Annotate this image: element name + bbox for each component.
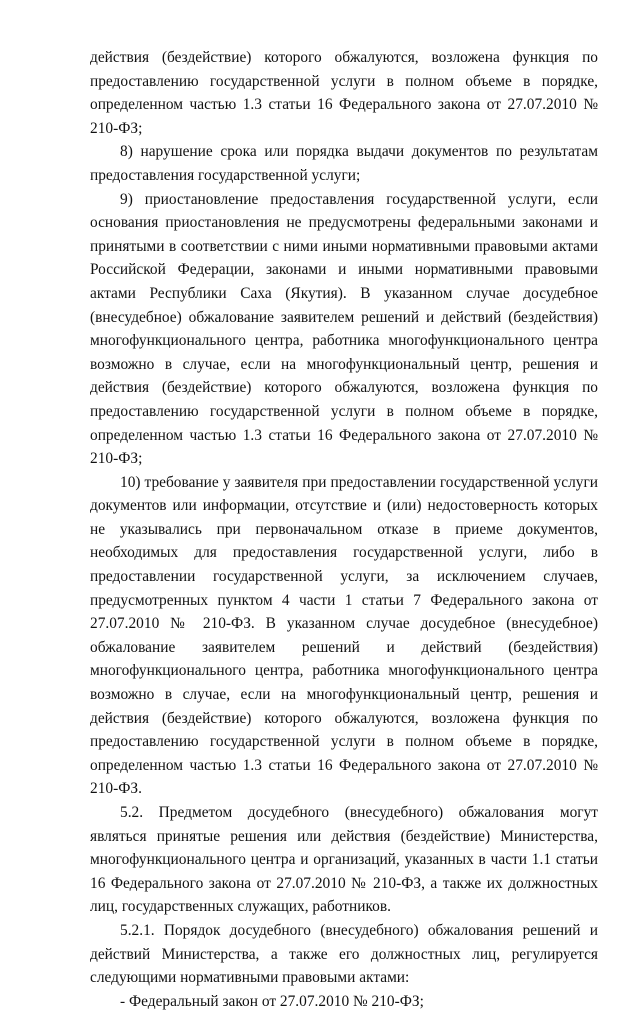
paragraph-item-10: 10) требование у заявителя при предоставлении государственной услуги документов или информации, отсутствие и (или) недостоверность которых не указывались при первоначальном отказе в приеме документов, необходимых для предоставления государственной услуги, либо в предоставлении государственной услуги, за исключением случаев, предусмотренных пунктом 4 части 1 статьи 7 Федерального закона от 27.07.2010 № 210-ФЗ. В указанном случае досудебное (внесудебное) обжалование заявителем решений и действий (бездействия) многофункционального центра, работника многофункционального центра возможно в случае, если на многофункциональный центр, решения и действия (бездействие) которого обжалуются, возложена функция по предоставлению государственной услуги в полном объеме в порядке, определенном частью 1.3 статьи 16 Федерального закона от 27.07.2010 № 210-ФЗ. xyxy=(90,473,598,798)
paragraph-section-5-2: 5.2. Предметом досудебного (внесудебного) обжалования могут являться принятые решения или действия (бездействие) Министерства, многофункционального центра и организаций, указанных в части 1.1 статьи 16 Федерального закона от 27.07.2010 № 210-ФЗ, а также их должностных лиц, государственных служащих, работников. xyxy=(90,804,598,916)
paragraph-continuation: действия (бездействие) которого обжалуются, возложена функция по предоставлению государственной услуги в полном объеме в порядке, определенном частью 1.3 статьи 16 Федерального закона от 27.07.2010 № 210-ФЗ; xyxy=(90,49,598,137)
paragraph-law-list-item: - Федеральный закон от 27.07.2010 № 210-ФЗ; xyxy=(120,992,424,1010)
paragraph-item-9: 9) приостановление предоставления государственной услуги, если основания приостановления не предусмотрены федеральными законами и принятыми в соответствии с ними иными нормативными правовыми актами Российской Федерации, законами и иными нормативными правовыми актами Республики Саха (Якутия). В указанном случае досудебное (внесудебное) обжалование заявителем решений и действий (бездействия) многофункционального центра, работника многофункционального центра возможно в случае, если на многофункциональный центр, решения и действия (бездействие) которого обжалуются, возложена функция по предоставлению государственной услуги в полном объеме в порядке, определенном частью 1.3 статьи 16 Федерального закона от 27.07.2010 № 210-ФЗ; xyxy=(90,190,598,468)
paragraph-section-5-2-1: 5.2.1. Порядок досудебного (внесудебного) обжалования решений и действий Министерства, а также его должностных лиц, регулируется следующими нормативными правовыми актами: xyxy=(90,921,598,987)
document-page xyxy=(90,46,598,1013)
paragraph-item-8: 8) нарушение срока или порядка выдачи документов по результатам предоставления государственной услуги; xyxy=(90,143,598,184)
